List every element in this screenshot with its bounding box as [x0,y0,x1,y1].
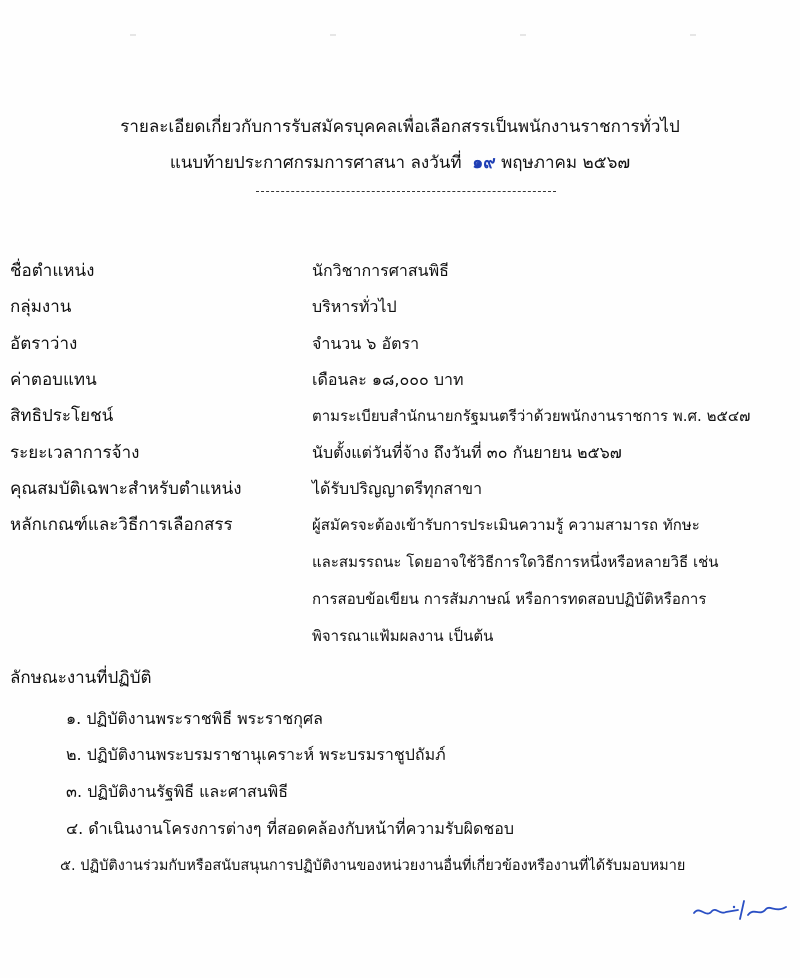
position-name-label: ชื่อตำแหน่ง [10,261,95,281]
criteria-text [312,514,796,662]
scan-speck [690,34,696,36]
scan-speck [520,34,526,36]
position-name-value: นักวิชาการศาสนพิธี [312,261,449,280]
qualification-value: ได้รับปริญญาตรีทุกสาขา [312,479,483,498]
duty-item: ๒. ปฏิบัติงานพระบรมราชานุเคราะห์ พระบรมราชูปถัมภ์ [66,745,446,764]
document-subtitle [0,152,800,174]
duties-heading: ลักษณะงานที่ปฏิบัติ [10,668,152,688]
criteria-label: หลักเกณฑ์และวิธีการเลือกสรร [10,515,233,535]
benefits-value: ตามระเบียบสำนักนายกรัฐมนตรีว่าด้วยพนักงานราชการ พ.ศ. ๒๕๔๗ [312,407,751,425]
vacancy-value: จำนวน ๖ อัตรา [312,334,420,353]
employment-period-label: ระยะเวลาการจ้าง [10,443,140,463]
duty-item: ๓. ปฏิบัติงานรัฐพิธี และศาสนพิธี [66,782,288,801]
criteria-line: พิจารณาแฟ้มผลงาน เป็นต้น [312,627,494,645]
scan-speck [130,34,136,36]
criteria-line: การสอบข้อเขียน การสัมภาษณ์ หรือการทดสอบปฏิบัติหรือการ [312,590,707,608]
subtitle-prefix: แนบท้ายประกาศกรมการศาสนา ลงวันที่ [169,153,462,173]
date-day: ๑๙ [472,153,496,173]
scan-speck [330,34,336,36]
salary-value: เดือนละ ๑๘,๐๐๐ บาท [312,370,464,389]
criteria-line: และสมรรถนะ โดยอาจใช้วิธีการใดวิธีการหนึ่งหรือหลายวิธี เช่น [312,553,719,571]
qualification-label: คุณสมบัติเฉพาะสำหรับตำแหน่ง [10,479,242,499]
duty-item: ๑. ปฏิบัติงานพระราชพิธี พระราชกุศล [66,709,323,728]
salary-label: ค่าตอบแทน [10,370,97,390]
subtitle-suffix: พฤษภาคม ๒๕๖๗ [501,153,631,173]
initials-signature [690,895,790,925]
benefits-label: สิทธิประโยชน์ [10,406,114,426]
document-title: รายละเอียดเกี่ยวกับการรับสมัครบุคคลเพื่อเลือกสรรเป็นพนักงานราชการทั่วไป [120,117,680,137]
title-divider [256,191,556,192]
duty-item: ๔. ดำเนินงานโครงการต่างๆ ที่สอดคล้องกับหน้าที่ความรับผิดชอบ [66,819,515,838]
duty-item: ๕. ปฏิบัติงานร่วมกับหรือสนับสนุนการปฏิบัติงานของหน่วยงานอื่นที่เกี่ยวข้องหรืองานที่ได้รับมอบหมาย [60,858,686,874]
work-group-value: บริหารทั่วไป [312,297,397,316]
work-group-label: กลุ่มงาน [10,297,72,317]
employment-period-value: นับตั้งแต่วันที่จ้าง ถึงวันที่ ๓๐ กันยายน ๒๕๖๗ [312,443,622,462]
vacancy-label: อัตราว่าง [10,334,78,354]
criteria-line: ผู้สมัครจะต้องเข้ารับการประเมินความรู้ ความสามารถ ทักษะ [312,516,700,534]
